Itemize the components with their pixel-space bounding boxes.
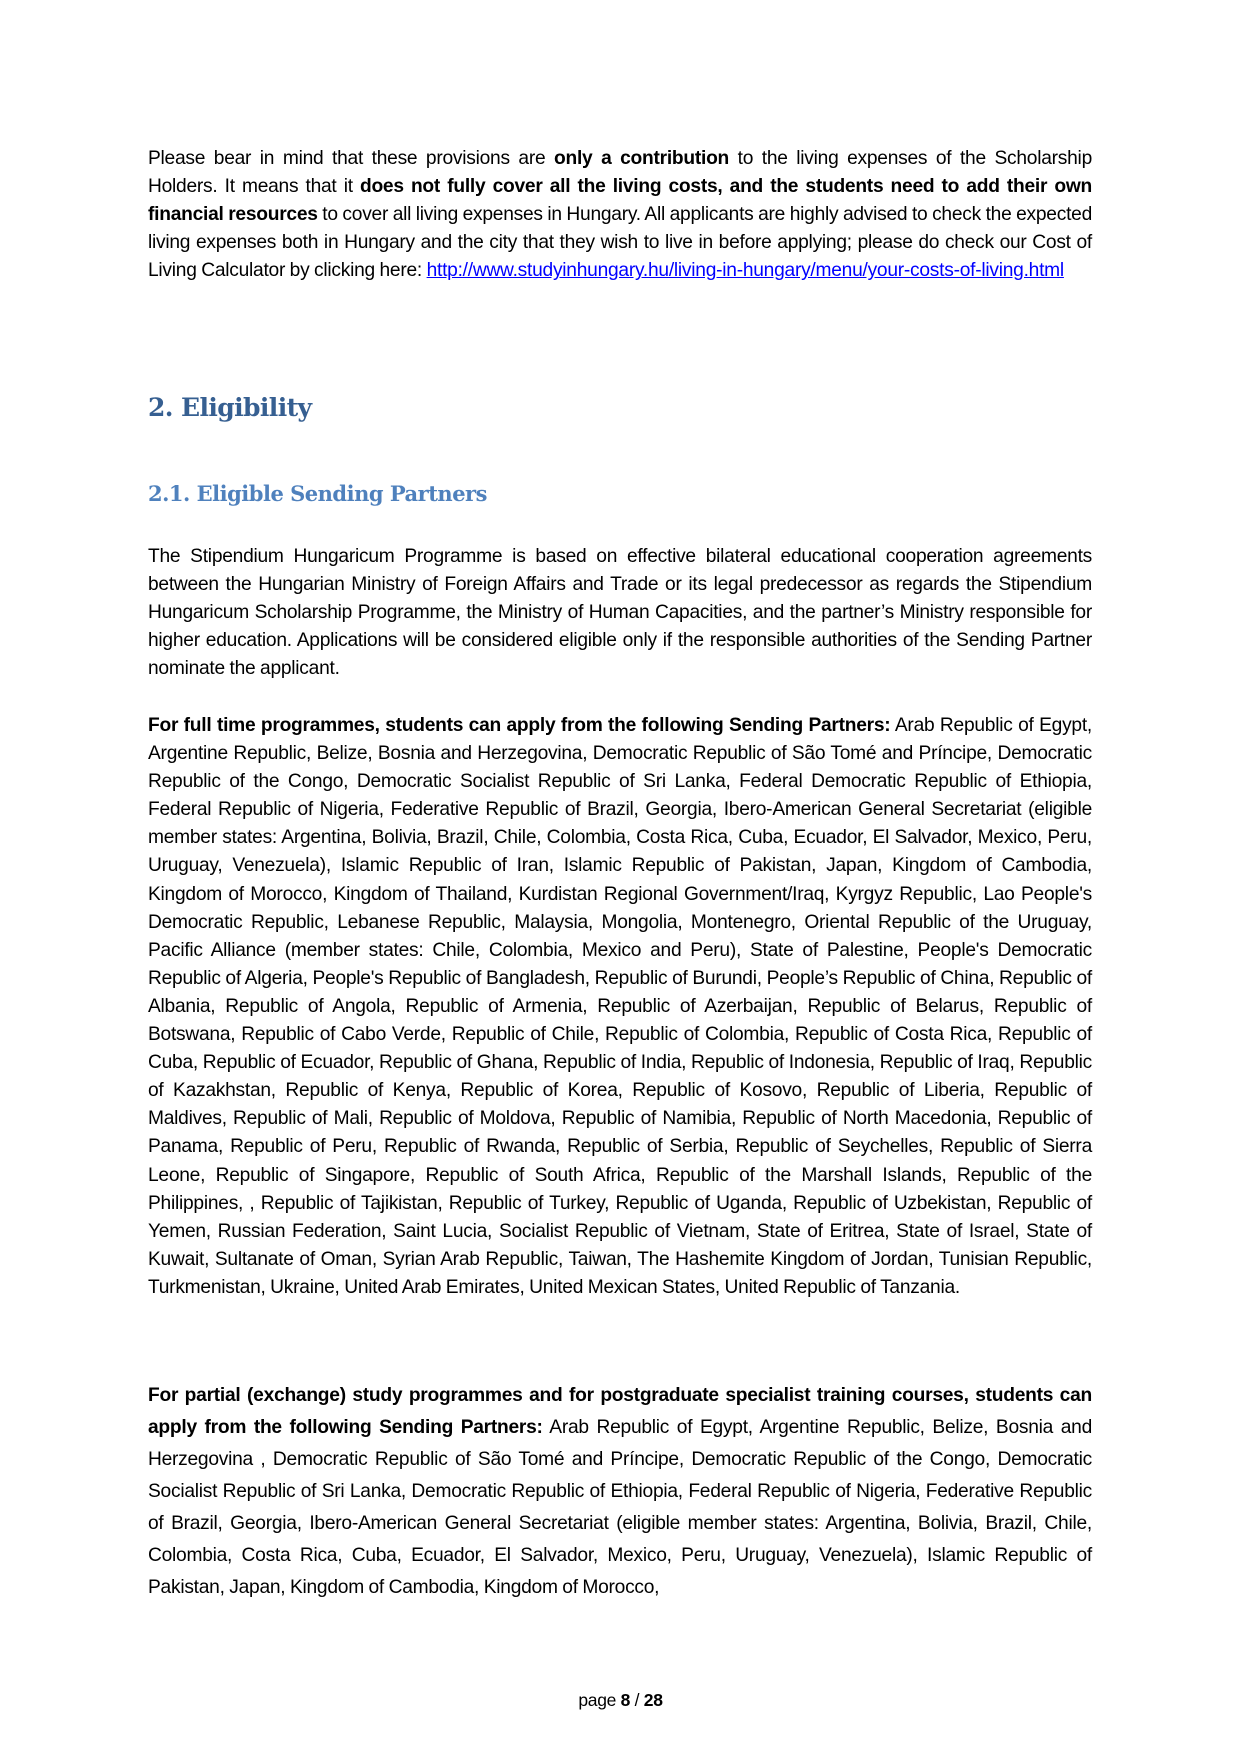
current-page: 8 (620, 1690, 631, 1710)
paragraph-lead: For partial (exchange) study programmes and for postgraduate specialist training courses, students can apply from the following Sending Partners: (148, 1385, 1092, 1438)
page-label: page (578, 1690, 621, 1710)
paragraph-lead: For full time programmes, students can apply from the following Sending Partners: (148, 715, 891, 736)
sending-partners-list: Arab Republic of Egypt, Argentine Republic, Belize, Bosnia and Herzegovina , Democratic Republic of São Tomé and Príncipe, Democratic Republic of the Congo, Democratic Socialist Republic of Sri Lanka, Democratic Republic of Ethiopia, Federal Republic of Nigeria, Federative Republic of Brazil, Georgia, Ibero-American General Secretariat (eligible member states: Argentina, Bolivia, Brazil, Chile, Colombia, Costa Rica, Cuba, Ecuador, El Salvador, Mexico, Peru, Uruguay, Venezuela), Islamic Republic of Pakistan, Japan, Kingdom of Cambodia, Kingdom of Morocco, (148, 1417, 1092, 1598)
living-costs-paragraph (148, 145, 1092, 285)
partial-sending-partners-paragraph (148, 1380, 1092, 1604)
paragraph-text: to the living expenses of the Scholarship Holders. It means that it (148, 148, 1092, 198)
subsection-heading-eligible-sending-partners: 2.1. Eligible Sending Partners (148, 481, 487, 506)
emphasis-text: does not fully cover all the living costs, and the students need to add their own financial resources (148, 176, 1092, 226)
sending-partners-list: Arab Republic of Egypt, Argentine Republic, Belize, Bosnia and Herzegovina, Democratic Republic of São Tomé and Príncipe, Democratic Republic of the Congo, Democratic Socialist Republic of Sri Lanka, Federal Democratic Republic of Ethiopia, Federal Republic of Nigeria, Federative Republic of Brazil, Georgia, Ibero-American General Secretariat (eligible member states: Argentina, Bolivia, Brazil, Chile, Colombia, Costa Rica, Cuba, Ecuador, El Salvador, Mexico, Peru, Uruguay, Venezuela), Islamic Republic of Iran, Islamic Republic of Pakistan, Japan, Kingdom of Cambodia, Kingdom of Morocco, Kingdom of Thailand, Kurdistan Regional Government/Iraq, Kyrgyz Republic, Lao People's Democratic Republic, Lebanese Republic, Malaysia, Mongolia, Montenegro, Oriental Republic of the Uruguay, Pacific Alliance (member states: Chile, Colombia, Mexico and Peru), State of Palestine, People's Democratic Republic of Algeria, People's Republic of Bangladesh, Republic of Burundi, People’s Republic of China, Republic of Albania, Republic of Angola, Republic of Armenia, Republic of Azerbaijan, Republic of Belarus, Republic of Botswana, Republic of Cabo Verde, Republic of Chile, Republic of Colombia, Republic of Costa Rica, Republic of Cuba, Republic of Ecuador, Republic of Ghana, Republic of India, Republic of Indonesia, Republic of Iraq, Republic of Kazakhstan, Republic of Kenya, Republic of Korea, Republic of Kosovo, Republic of Liberia, Republic of Maldives, Republic of Mali, Republic of Moldova, Republic of Namibia, Republic of North Macedonia, Republic of Panama, Republic of Peru, Republic of Rwanda, Republic of Serbia, Republic of Seychelles, Republic of Sierra Leone, Republic of Singapore, Republic of South Africa, Republic of the Marshall Islands, Republic of the Philippines, , Republic of Tajikistan, Republic of Turkey, Republic of Uganda, Republic of Uzbekistan, Republic of Yemen, Russian Federation, Saint Lucia, Socialist Republic of Vietnam, State of Eritrea, State of Israel, State of Kuwait, Sultanate of Oman, Syrian Arab Republic, Taiwan, The Hashemite Kingdom of Jordan, Tunisian Republic, Turkmenistan, Ukraine, United Arab Emirates, United Mexican States, United Republic of Tanzania. (148, 715, 1092, 1298)
paragraph-text: to cover all living expenses in Hungary. All applicants are highly advised to check the expected living expenses both in Hungary and the city that they wish to live in before applying; please do check our Cost of Living Calculator by clicking here: (148, 204, 1092, 282)
total-pages: 28 (643, 1690, 663, 1710)
page-number-footer (0, 1690, 1241, 1711)
section-heading-eligibility: 2. Eligibility (148, 393, 312, 422)
paragraph-text: Please bear in mind that these provisions are (148, 148, 555, 169)
page-separator: / (630, 1690, 644, 1710)
cost-of-living-calculator-link[interactable]: http://www.studyinhungary.hu/living-in-hungary/menu/your-costs-of-living.html (426, 260, 1064, 282)
programme-description-paragraph: The Stipendium Hungaricum Programme is based on effective bilateral educational cooperation agreements between the Hungarian Ministry of Foreign Affairs and Trade or its legal predecessor as regards the Stipendium Hungaricum Scholarship Programme, the Ministry of Human Capacities, and the partner’s Ministry responsible for higher education. Applications will be considered eligible only if the responsible authorities of the Sending Partner nominate the applicant. (148, 546, 1092, 680)
full-time-sending-partners-paragraph (148, 712, 1092, 1302)
emphasis-text: only a contribution (554, 148, 730, 169)
